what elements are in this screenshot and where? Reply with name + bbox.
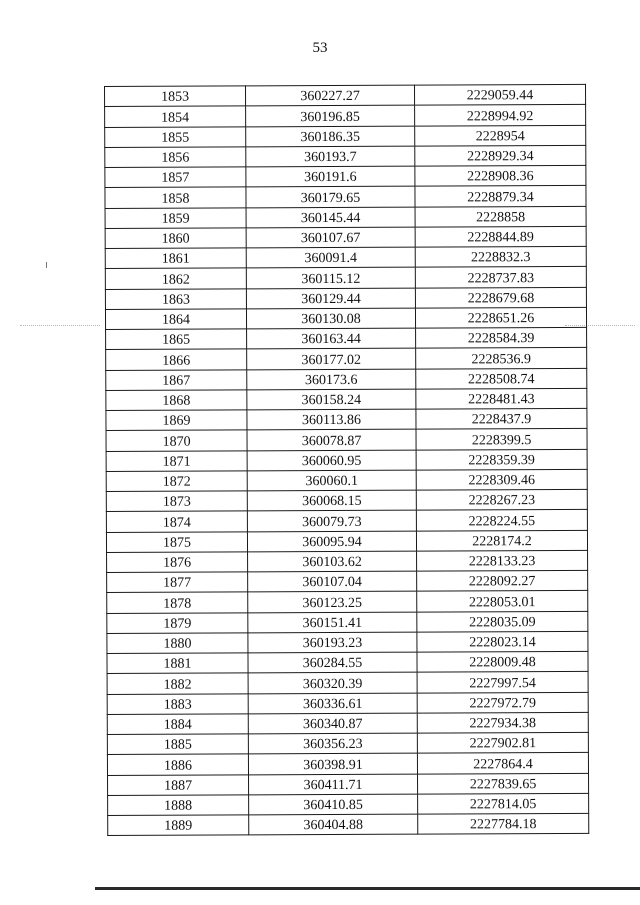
x-coordinate-cell (248, 571, 417, 592)
y-coordinate-cell (418, 773, 589, 794)
x-coordinate-cell (246, 146, 415, 167)
x-coordinate-cell-text: 360320.39 (302, 676, 363, 692)
point-id-cell-text: 1866 (162, 353, 191, 369)
x-coordinate-cell-text: 360284.55 (302, 656, 363, 672)
y-coordinate-cell-text: 2229059.44 (466, 88, 534, 104)
point-id-cell-text: 1889 (164, 818, 193, 834)
x-coordinate-cell-text: 360113.86 (301, 413, 361, 429)
x-coordinate-cell-text: 360145.44 (300, 210, 361, 226)
point-id-cell (107, 592, 248, 613)
y-coordinate-cell (417, 591, 588, 612)
y-coordinate-cell (414, 84, 585, 105)
point-id-cell-text: 1886 (163, 758, 192, 774)
x-coordinate-cell (247, 389, 416, 410)
table-row (105, 125, 586, 147)
x-coordinate-cell-text: 360193.23 (302, 635, 363, 652)
scan-dots-left (20, 325, 100, 327)
x-coordinate-cell (248, 652, 417, 673)
x-coordinate-cell (249, 774, 418, 795)
y-coordinate-cell (416, 510, 587, 531)
point-id-cell-text: 1859 (161, 211, 190, 227)
point-id-cell (105, 167, 246, 188)
point-id-cell-text: 1863 (161, 292, 190, 308)
y-coordinate-cell-text: 2228832.3 (470, 250, 531, 266)
y-coordinate-cell-text: 2228584.39 (467, 331, 535, 347)
y-coordinate-cell (415, 226, 586, 247)
point-id-cell-text: 1888 (164, 798, 193, 814)
point-id-cell-text: 1856 (161, 150, 190, 166)
x-coordinate-cell (246, 126, 415, 147)
table-row (105, 287, 586, 309)
y-coordinate-cell-text: 2228399.5 (471, 432, 532, 448)
point-id-cell-text: 1883 (163, 697, 192, 713)
scan-mark (46, 262, 47, 268)
y-coordinate-cell (415, 186, 586, 207)
x-coordinate-cell-text: 360115.12 (301, 271, 361, 287)
x-coordinate-cell-text: 360410.85 (303, 797, 363, 814)
x-coordinate-cell (247, 450, 416, 471)
y-coordinate-cell (417, 570, 588, 591)
y-coordinate-cell (417, 651, 588, 672)
x-coordinate-cell-text: 360060.95 (301, 453, 362, 469)
table-row (105, 226, 586, 248)
x-coordinate-cell (246, 207, 415, 228)
y-coordinate-cell (415, 307, 586, 328)
table-row (107, 570, 588, 592)
y-coordinate-cell (415, 125, 586, 146)
y-coordinate-cell-text: 2228359.39 (468, 452, 535, 469)
point-id-cell (105, 126, 246, 147)
y-coordinate-cell (416, 449, 587, 470)
point-id-cell-text: 1879 (163, 616, 192, 632)
x-coordinate-cell (246, 186, 415, 207)
table-body (105, 84, 589, 835)
x-coordinate-cell (247, 328, 416, 349)
table-row (107, 672, 588, 694)
y-coordinate-cell-text: 2228267.23 (468, 493, 536, 509)
point-id-cell-text: 1870 (162, 434, 191, 450)
page-number: 53 (312, 40, 328, 56)
x-coordinate-cell-text: 360177.02 (301, 352, 361, 368)
y-coordinate-cell (415, 145, 586, 166)
table-row (105, 267, 586, 289)
x-coordinate-cell-text: 360158.24 (301, 392, 362, 409)
y-coordinate-cell (415, 105, 586, 126)
point-id-cell-text: 1882 (163, 677, 192, 693)
x-coordinate-cell (248, 672, 417, 693)
table-row (106, 449, 587, 471)
table-row (107, 631, 588, 653)
y-coordinate-cell-text: 2228174.2 (472, 533, 532, 550)
table-row (105, 165, 586, 187)
point-id-cell (106, 430, 247, 451)
point-id-cell-text: 1864 (161, 312, 191, 328)
y-coordinate-cell (415, 165, 586, 186)
y-coordinate-cell-text: 2227839.65 (469, 776, 537, 793)
y-coordinate-cell-text: 2227814.05 (469, 797, 537, 813)
y-coordinate-cell (417, 712, 588, 733)
point-id-cell-text: 1860 (161, 231, 190, 247)
y-coordinate-cell-text: 2227997.54 (469, 675, 536, 691)
y-coordinate-cell-text: 2228508.74 (468, 371, 535, 388)
point-id-cell-text: 1861 (161, 251, 190, 267)
point-id-cell-text: 1874 (162, 515, 191, 531)
point-id-cell (106, 511, 247, 532)
table-row (105, 145, 586, 167)
y-coordinate-cell-text: 2228858 (476, 209, 526, 226)
x-coordinate-cell-text: 360103.62 (302, 554, 362, 571)
point-id-cell (107, 693, 248, 714)
x-coordinate-cell-text: 360186.35 (300, 129, 361, 145)
point-id-cell-text: 1857 (161, 170, 190, 187)
point-id-cell-text: 1872 (162, 474, 191, 490)
point-id-cell (105, 207, 246, 228)
point-id-cell (105, 86, 246, 107)
x-coordinate-cell-text: 360398.91 (303, 757, 363, 773)
x-coordinate-cell (249, 814, 418, 835)
table-row (105, 307, 586, 329)
table-row (105, 246, 586, 268)
point-id-cell (106, 390, 247, 411)
point-id-cell (106, 369, 247, 390)
point-id-cell (105, 268, 246, 289)
x-coordinate-cell (249, 794, 418, 815)
table-row (105, 186, 586, 208)
x-coordinate-cell (247, 490, 416, 511)
point-id-cell (107, 572, 248, 593)
x-coordinate-cell (246, 166, 415, 187)
x-coordinate-cell-text: 360411.71 (303, 777, 363, 793)
y-coordinate-cell-text: 2228224.55 (468, 513, 536, 529)
point-id-cell (107, 552, 248, 573)
x-coordinate-cell (248, 632, 417, 653)
point-id-cell (107, 734, 248, 755)
bottom-rule (95, 887, 640, 890)
x-coordinate-cell-text: 360079.73 (302, 514, 362, 530)
x-coordinate-cell (246, 105, 415, 126)
point-id-cell-text: 1854 (161, 110, 190, 126)
point-id-cell (106, 349, 247, 370)
point-id-cell-text: 1877 (163, 575, 192, 591)
x-coordinate-cell (248, 612, 417, 633)
y-coordinate-cell-text: 2228053.01 (468, 594, 536, 610)
x-coordinate-cell (247, 369, 416, 390)
y-coordinate-cell (417, 631, 588, 652)
point-id-cell (106, 329, 247, 350)
x-coordinate-cell-text: 360129.44 (301, 291, 361, 307)
y-coordinate-cell (418, 813, 589, 834)
y-coordinate-cell-text: 2228908.36 (467, 169, 534, 185)
y-coordinate-cell (416, 388, 587, 409)
x-coordinate-cell (246, 85, 415, 106)
point-id-cell-text: 1862 (161, 272, 190, 288)
point-id-cell-text: 1871 (162, 454, 191, 470)
point-id-cell-text: 1884 (163, 717, 192, 733)
x-coordinate-cell (246, 247, 415, 268)
table-row (106, 388, 587, 410)
x-coordinate-cell (247, 429, 416, 450)
point-id-cell (105, 147, 246, 168)
point-id-cell (107, 633, 248, 654)
y-coordinate-cell-text: 2227784.18 (469, 817, 537, 833)
point-id-cell (108, 774, 249, 795)
y-coordinate-cell-text: 2228023.14 (469, 635, 536, 651)
y-coordinate-cell (416, 348, 587, 369)
table-row (107, 732, 588, 754)
y-coordinate-cell (416, 429, 587, 450)
x-coordinate-cell (247, 348, 416, 369)
point-id-cell (106, 531, 247, 552)
table-row (108, 793, 589, 815)
table-row (107, 753, 588, 775)
y-coordinate-cell-text: 2228437.9 (471, 412, 532, 428)
y-coordinate-cell (416, 489, 587, 510)
point-id-cell (106, 471, 247, 492)
y-coordinate-cell (417, 672, 588, 693)
x-coordinate-cell (248, 713, 417, 734)
table-row (106, 408, 587, 430)
table-row (107, 651, 588, 673)
y-coordinate-cell-text: 2228133.23 (468, 554, 536, 570)
x-coordinate-cell (248, 733, 417, 754)
y-coordinate-cell (417, 692, 588, 713)
y-coordinate-cell-text: 2228929.34 (467, 149, 534, 165)
point-id-cell (108, 815, 249, 836)
y-coordinate-cell-text: 2228009.48 (469, 655, 536, 671)
y-coordinate-cell-text: 2228844.89 (467, 230, 534, 246)
point-id-cell-text: 1858 (161, 191, 190, 207)
y-coordinate-cell-text: 2228481.43 (468, 392, 535, 408)
table-row (107, 712, 588, 734)
y-coordinate-cell (415, 246, 586, 267)
point-id-cell-text: 1855 (161, 130, 190, 146)
x-coordinate-cell-text: 360173.6 (305, 372, 358, 388)
x-coordinate-cell (247, 470, 416, 491)
x-coordinate-cell-text: 360196.85 (300, 109, 360, 125)
x-coordinate-cell (248, 753, 417, 774)
table-row (105, 105, 586, 127)
point-id-cell-text: 1885 (163, 737, 192, 753)
x-coordinate-cell (247, 510, 416, 531)
table-row (108, 773, 589, 795)
y-coordinate-cell-text: 2228536.9 (471, 351, 531, 367)
x-coordinate-cell-text: 360336.61 (302, 696, 363, 712)
x-coordinate-cell (247, 409, 416, 430)
x-coordinate-cell-text: 360179.65 (300, 190, 361, 206)
y-coordinate-cell-text: 2228651.26 (467, 311, 535, 327)
point-id-cell (107, 653, 248, 674)
point-id-cell-text: 1873 (162, 494, 191, 510)
table-row (105, 206, 586, 228)
y-coordinate-cell-text: 2228309.46 (468, 473, 536, 489)
point-id-cell-text: 1868 (162, 393, 191, 409)
x-coordinate-cell (246, 288, 415, 309)
x-coordinate-cell-text: 360130.08 (301, 311, 361, 328)
table-row (106, 530, 587, 552)
point-id-cell-text: 1876 (163, 555, 192, 571)
coordinates-table (104, 84, 589, 836)
point-id-cell-text: 1869 (162, 413, 191, 429)
y-coordinate-cell-text: 2228994.92 (466, 108, 534, 124)
table-row (107, 591, 588, 613)
point-id-cell-text: 1878 (163, 596, 192, 612)
y-coordinate-cell-text: 2227864.4 (473, 756, 533, 772)
x-coordinate-cell-text: 360060.1 (305, 473, 359, 490)
table-row (107, 692, 588, 714)
x-coordinate-cell (246, 308, 415, 329)
table-row (105, 84, 586, 106)
x-coordinate-cell-text: 360193.7 (304, 149, 357, 166)
y-coordinate-cell-text: 2228679.68 (467, 290, 535, 307)
table-row (107, 550, 588, 572)
x-coordinate-cell-text: 360107.04 (302, 575, 362, 591)
y-coordinate-cell (416, 327, 587, 348)
table-row (106, 469, 587, 491)
x-coordinate-cell (248, 591, 417, 612)
point-id-cell (105, 248, 246, 269)
y-coordinate-cell-text: 2228737.83 (467, 270, 535, 286)
table-row (106, 489, 587, 511)
y-coordinate-cell (416, 469, 587, 490)
table-row (107, 611, 588, 633)
table-row (108, 813, 589, 835)
x-coordinate-cell (246, 267, 415, 288)
y-coordinate-cell (415, 287, 586, 308)
x-coordinate-cell-text: 360107.67 (300, 230, 361, 247)
x-coordinate-cell-text: 360123.25 (302, 595, 363, 611)
x-coordinate-cell-text: 360078.87 (301, 433, 362, 449)
x-coordinate-cell-text: 360151.41 (302, 615, 363, 631)
point-id-cell-text: 1880 (163, 636, 192, 652)
x-coordinate-cell (247, 531, 416, 552)
point-id-cell (106, 410, 247, 431)
table-row (106, 368, 587, 390)
point-id-cell-text: 1865 (162, 332, 191, 348)
table-row (106, 429, 587, 451)
point-id-cell (107, 612, 248, 633)
y-coordinate-cell (416, 408, 587, 429)
table-row (106, 327, 587, 349)
point-id-cell (106, 491, 247, 512)
point-id-cell (105, 228, 246, 249)
x-coordinate-cell-text: 360068.15 (302, 494, 362, 510)
y-coordinate-cell (416, 368, 587, 389)
table-row (106, 348, 587, 370)
x-coordinate-cell (248, 693, 417, 714)
x-coordinate-cell-text: 360340.87 (303, 716, 363, 733)
table-row (106, 510, 587, 532)
y-coordinate-cell (417, 550, 588, 571)
y-coordinate-cell-text: 2228035.09 (469, 614, 536, 631)
point-id-cell-text: 1875 (162, 535, 192, 551)
x-coordinate-cell-text: 360163.44 (301, 332, 361, 348)
x-coordinate-cell (248, 551, 417, 572)
y-coordinate-cell-text: 2227972.79 (469, 695, 536, 712)
point-id-cell (105, 106, 246, 127)
x-coordinate-cell-text: 360095.94 (302, 534, 362, 550)
y-coordinate-cell-text: 2228954 (475, 128, 525, 145)
y-coordinate-cell-text: 2228092.27 (468, 574, 536, 590)
point-id-cell (107, 714, 248, 735)
y-coordinate-cell (418, 793, 589, 814)
point-id-cell (107, 754, 248, 775)
point-id-cell-text: 1867 (162, 373, 191, 389)
point-id-cell (107, 673, 248, 694)
y-coordinate-cell-text: 2227934.38 (469, 716, 537, 732)
x-coordinate-cell-text: 360191.6 (304, 170, 357, 186)
point-id-cell-text: 1881 (163, 656, 192, 672)
point-id-cell (105, 288, 246, 309)
x-coordinate-cell-text: 360404.88 (303, 818, 364, 834)
x-coordinate-cell (246, 227, 415, 248)
x-coordinate-cell-text: 360356.23 (303, 737, 363, 753)
point-id-cell (106, 450, 247, 471)
y-coordinate-cell-text: 2227902.81 (469, 736, 537, 752)
point-id-cell-text: 1887 (164, 778, 193, 794)
point-id-cell (105, 309, 246, 330)
point-id-cell (105, 187, 246, 208)
y-coordinate-cell-text: 2228879.34 (467, 189, 534, 205)
point-id-cell-text: 1853 (161, 89, 190, 106)
point-id-cell (108, 795, 249, 816)
y-coordinate-cell (415, 206, 586, 227)
y-coordinate-cell (417, 611, 588, 632)
y-coordinate-cell (417, 753, 588, 774)
y-coordinate-cell (417, 732, 588, 753)
y-coordinate-cell (416, 530, 587, 551)
y-coordinate-cell (415, 267, 586, 288)
x-coordinate-cell-text: 360227.27 (300, 89, 360, 105)
x-coordinate-cell-text: 360091.4 (304, 251, 358, 267)
